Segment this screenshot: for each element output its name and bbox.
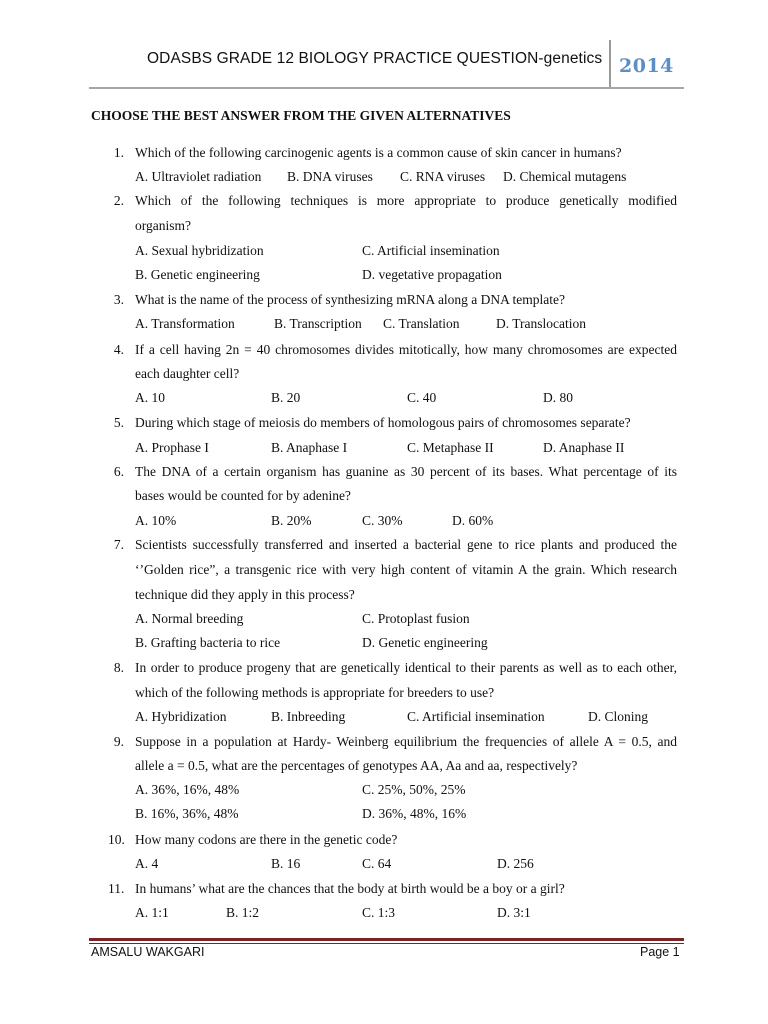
option-c: C. Translation [383, 316, 460, 331]
question-number: 6. [113, 464, 124, 479]
question-text: In order to produce progeny that are genetically identical to their parents as well as to each other, [135, 660, 677, 675]
option-a: A. 36%, 16%, 48% [135, 782, 240, 797]
option-c: C. RNA viruses [400, 169, 486, 184]
option-b: B. DNA viruses [287, 169, 373, 184]
option-a: A. Hybridization [135, 709, 227, 724]
option-c: C. 40 [407, 390, 437, 405]
option-b: B. Genetic engineering [135, 267, 260, 282]
option-d: D. 3:1 [497, 905, 531, 920]
question-text: What is the name of the process of synthesizing mRNA along a DNA template? [135, 292, 566, 307]
option-c: C. 1:3 [362, 905, 396, 920]
question-number: 8. [113, 660, 124, 675]
question-text: During which stage of meiosis do members of homologous pairs of chromosomes separate? [135, 415, 631, 430]
option-d: D. Translocation [496, 316, 587, 331]
option-c: C. Artificial insemination [407, 709, 545, 724]
question-text-continued: which of the following methods is appropriate for breeders to use? [135, 685, 495, 700]
option-d: D. vegetative propagation [362, 267, 502, 282]
option-b: B. 16 [271, 856, 301, 871]
option-c: C. Artificial insemination [362, 243, 500, 258]
option-b: B. 16%, 36%, 48% [135, 806, 239, 821]
option-b: B. 20 [271, 390, 301, 405]
option-a: A. 4 [135, 856, 159, 871]
option-d: D. 36%, 48%, 16% [362, 806, 467, 821]
question-text: Scientists successfully transferred and inserted a bacterial gene to rice plants and produced the [135, 537, 677, 552]
page-number: Page 1 [640, 945, 680, 959]
question-text: Which of the following techniques is more appropriate to produce genetically modified [135, 193, 677, 208]
option-d: D. 60% [452, 513, 494, 528]
question-number: 11. [108, 881, 125, 896]
question-number: 4. [113, 342, 124, 357]
footer-author: AMSALU WAKGARI [91, 945, 205, 959]
document-title: ODASBS GRADE 12 BIOLOGY PRACTICE QUESTION-genetics [147, 50, 603, 67]
option-b: B. Grafting bacteria to rice [135, 635, 281, 650]
question-number: 7. [113, 537, 124, 552]
footer-rule [89, 938, 684, 941]
question-text: Which of the following carcinogenic agents is a common cause of skin cancer in humans? [135, 145, 622, 160]
header-rule [89, 87, 684, 89]
option-c: C. Metaphase II [407, 440, 494, 455]
option-a: A. Prophase I [135, 440, 209, 455]
option-a: A. 10% [135, 513, 177, 528]
question-text: If a cell having 2n = 40 chromosomes divides mitotically, how many chromosomes are expected [135, 342, 677, 357]
question-text-continued: each daughter cell? [135, 366, 240, 381]
option-d: D. Genetic engineering [362, 635, 488, 650]
question-text: How many codons are there in the genetic code? [135, 832, 398, 847]
option-b: B. Anaphase I [271, 440, 348, 455]
question-text: The DNA of a certain organism has guanine as 30 percent of its bases. What percentage of its [135, 464, 677, 479]
question-text-continued: bases would be counted for by adenine? [135, 488, 351, 503]
option-d: D. Chemical mutagens [503, 169, 627, 184]
question-text-continued: organism? [135, 218, 191, 233]
option-c: C. Protoplast fusion [362, 611, 470, 626]
option-d: D. 80 [543, 390, 573, 405]
instruction-heading: CHOOSE THE BEST ANSWER FROM THE GIVEN ALTERNATIVES [91, 108, 511, 123]
option-a: A. Ultraviolet radiation [135, 169, 262, 184]
option-a: A. Normal breeding [135, 611, 244, 626]
header-year: 2014 [619, 55, 674, 77]
option-a: A. 10 [135, 390, 165, 405]
option-b: B. Transcription [274, 316, 362, 331]
option-b: B. 1:2 [226, 905, 260, 920]
footer-rule-thin [89, 943, 684, 944]
question-text: In humans’ what are the chances that the body at birth would be a boy or a girl? [135, 881, 565, 896]
question-number: 10. [108, 832, 125, 847]
option-d: D. Anaphase II [543, 440, 625, 455]
question-text-continued: technique did they apply in this process? [135, 587, 355, 602]
question-text-continued: allele a = 0.5, what are the percentages of genotypes AA, Aa and aa, respectively? [135, 758, 578, 773]
option-d: D. 256 [497, 856, 534, 871]
option-c: C. 30% [362, 513, 403, 528]
question-number: 5. [113, 415, 124, 430]
question-text: Suppose in a population at Hardy- Weinberg equilibrium the frequencies of allele A = 0.5, and [135, 734, 677, 749]
option-c: C. 25%, 50%, 25% [362, 782, 466, 797]
option-c: C. 64 [362, 856, 392, 871]
option-d: D. Cloning [588, 709, 649, 724]
question-text-continued: ‘’Golden rice”, a transgenic rice with very high content of vitamin A the grain. Which research [135, 562, 677, 577]
question-number: 3. [113, 292, 124, 307]
question-number: 2. [113, 193, 124, 208]
question-number: 1. [113, 145, 124, 160]
option-a: A. Sexual hybridization [135, 243, 264, 258]
option-b: B. 20% [271, 513, 312, 528]
option-a: A. 1:1 [135, 905, 169, 920]
question-number: 9. [113, 734, 124, 749]
header-divider [609, 40, 611, 89]
option-b: B. Inbreeding [271, 709, 346, 724]
option-a: A. Transformation [135, 316, 235, 331]
